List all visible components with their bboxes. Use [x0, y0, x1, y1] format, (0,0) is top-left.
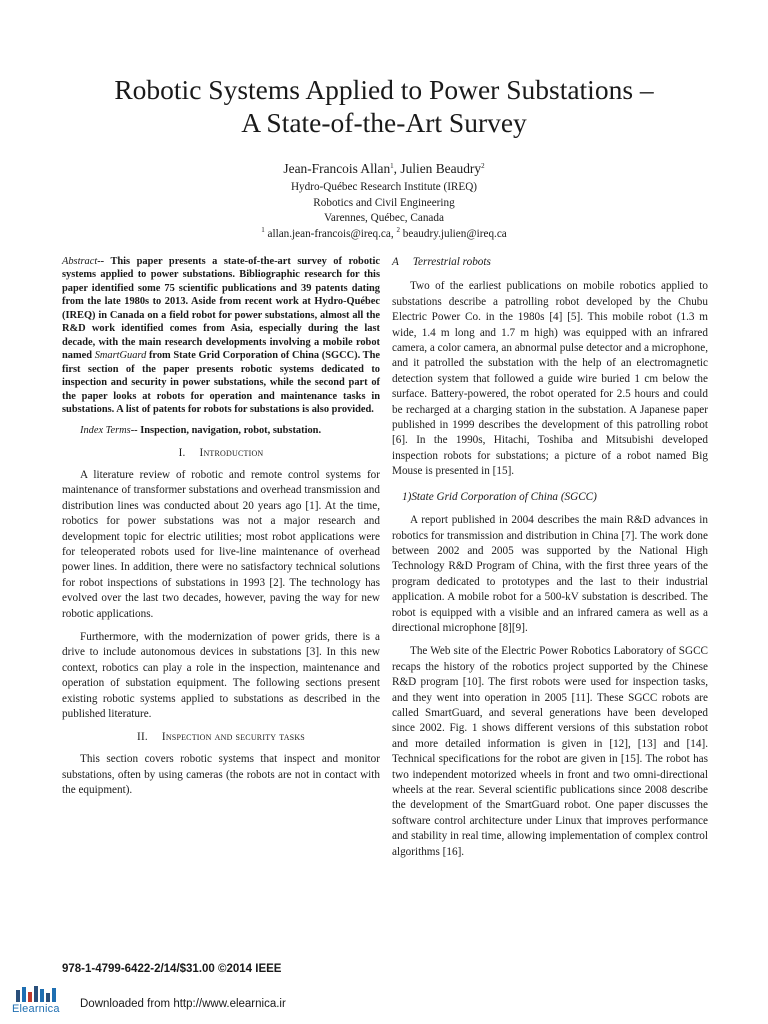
affiliation-institute: Hydro-Québec Research Institute (IREQ)	[290, 181, 478, 193]
title-line-2: A State-of-the-Art Survey	[241, 107, 527, 138]
paper-title	[0, 73, 768, 139]
author-separator: ,	[393, 161, 401, 176]
section-heading	[62, 730, 380, 745]
elearnica-logo[interactable]	[10, 984, 70, 1020]
section-number: II.	[137, 731, 148, 744]
author-email[interactable]: beaudry.julien@ireq.ca	[399, 227, 507, 240]
footer-isbn: 978-1-4799-6422-2/14/$31.00 ©2014 IEEE	[62, 963, 282, 975]
body-paragraph: A literature review of robotic and remote control systems for maintenance of transformer substations and overhead transmission and distribution lines was conducted about 20 years ago [1]. At the time, robotics for power substations was not a major research and development topic for electric utilities; most robot applications were for teleoperated robots used for live-line maintenance of overhead power lines. In addition, there were no satisfactory technical solutions for robot inspections of substations in 1993 [2]. The technology has evolved over the last two decades, however, paving the way for new robotic applications.	[62, 468, 380, 620]
body-paragraph: Two of the earliest publications on mobile robotics applied to substations describe a patrolling robot developed by the Chubu Electric Power Co. in the 1980s [4] [5]. This mobile robot (1.3 m wide, 1.4 m long and 1.7 m high) was equipped with an infrared camera, a color camera, an abnormal pulse detector and a microphone, and it patrolled the substation with the help of an electromagnetic detection system that followed a guide wire buried 1 cm below the surface. Battery-powered, the robot operated for 2.5 hours and could be recharged at a charging station in the substation. A Japanese paper published in 1999 describes the development of this patrolling robot [6]. In the 1990s, Hitachi, Toshiba and Mitsubishi developed inspection robots for substations; a picture of a robot named Big Mouse is presented in [15].	[392, 280, 708, 478]
email-superscript: 2	[396, 225, 400, 234]
affiliation-block	[0, 180, 768, 242]
email-superscript: 1	[261, 225, 265, 234]
author-email[interactable]: allan.jean-francois@ireq.ca,	[264, 227, 397, 240]
index-terms-lead: Index Terms	[80, 425, 131, 437]
left-column	[62, 255, 380, 799]
author-list	[0, 161, 768, 177]
section-heading	[62, 446, 380, 461]
right-column	[392, 255, 708, 860]
index-terms-text: -- Inspection, navigation, robot, substation.	[130, 425, 322, 437]
section-title: Introduction	[199, 446, 264, 459]
abstract	[62, 255, 380, 416]
subsection-number: A	[392, 256, 399, 268]
index-terms	[62, 424, 380, 437]
abstract-text: from State Grid Corporation of China (SGCC). The first section of the paper presents robotic systems dedicated to inspection and security in power substations, while the second part of the paper looks at robots for operation and maintenance tasks in substations. A list of patents for robots for substations is also provided.	[62, 350, 380, 415]
author-name: Julien Beaudry	[400, 161, 482, 176]
body-paragraph: Furthermore, with the modernization of power grids, there is a drive to include autonomous devices in substations [3]. In this new context, robotics can play a role in the inspection, maintenance and operation of substation equipment. The following sections present existing robotic systems applied to substations as described in the published literature.	[62, 630, 380, 720]
title-line-1: Robotic Systems Applied to Power Substations –	[114, 74, 654, 105]
subsection-heading	[392, 255, 708, 270]
section-number: I.	[178, 446, 186, 459]
abstract-lead: Abstract	[62, 256, 98, 267]
subsection-title: Terrestrial robots	[412, 256, 491, 268]
affiliation-location: Varennes, Québec, Canada	[324, 212, 444, 225]
author-superscript: 2	[481, 162, 485, 170]
subsubsection-number: 1)	[402, 490, 412, 503]
logo-text: Elearnica	[12, 1003, 60, 1015]
subsubsection-heading	[402, 490, 708, 505]
body-paragraph: This section covers robotic systems that inspect and monitor substations, often by using cameras (the robots are not in contact with the equipment).	[62, 753, 380, 797]
author-name: Jean-Francois Allan	[283, 161, 391, 176]
abstract-text: -- This paper presents a state-of-the-art survey of robotic systems applied to power substations. Bibliographic research for this paper identified some 75 scientific publications and 39 patents dating from the late 1980s to 2013. Aside from recent work at Hydro-Québec (IREQ) in Canada on a field robot for power substations, almost all the R&D work identified comes from Asia, especially during the last decade, with the main research developments involving a mobile robot named	[62, 256, 380, 362]
books-icon	[14, 984, 62, 1002]
author-superscript: 1	[390, 162, 394, 170]
download-source-link[interactable]: Downloaded from http://www.elearnica.ir	[80, 998, 286, 1010]
body-paragraph: The Web site of the Electric Power Robotics Laboratory of SGCC recaps the history of the robotics project supported by the Chinese R&D program [10]. The first robots were used for inspection tasks, and they went into operation in 2005 [11]. These SGCC robots are called SmartGuard, and several generations have been developed since 2002. Fig. 1 shows different versions of this substation robot and more detailed information is given in [12], [13] and [14]. Technical specifications for the robot are given in [15]. The robot has two independent motorized wheels in front and two omni-directional wheels at the rear. Several scientific publications since 2008 describe the development of the SmartGuard robot. One paper discusses the software control architecture under Linux that improves performance and stability in real time, allowing implementation of complex control algorithms [16].	[392, 645, 708, 858]
abstract-robot-name: SmartGuard	[94, 350, 147, 362]
affiliation-department: Robotics and Civil Engineering	[313, 196, 455, 209]
body-paragraph: A report published in 2004 describes the main R&D advances in robotics for transmission and distribution in China [7]. The work done between 2002 and 2005 was supported by the National High Technology R&D Program of China, with the first three years of the program dedicated to prototypes and the last to their industrial application. A mobile robot for a 500-kV substation is described. The robot is equipped with a visible and an infrared camera as well as a directional microphone [8][9].	[392, 514, 708, 634]
section-title: Inspection and security tasks	[161, 731, 305, 744]
affiliation-emails	[0, 227, 768, 243]
subsubsection-title: State Grid Corporation of China (SGCC)	[411, 490, 597, 503]
